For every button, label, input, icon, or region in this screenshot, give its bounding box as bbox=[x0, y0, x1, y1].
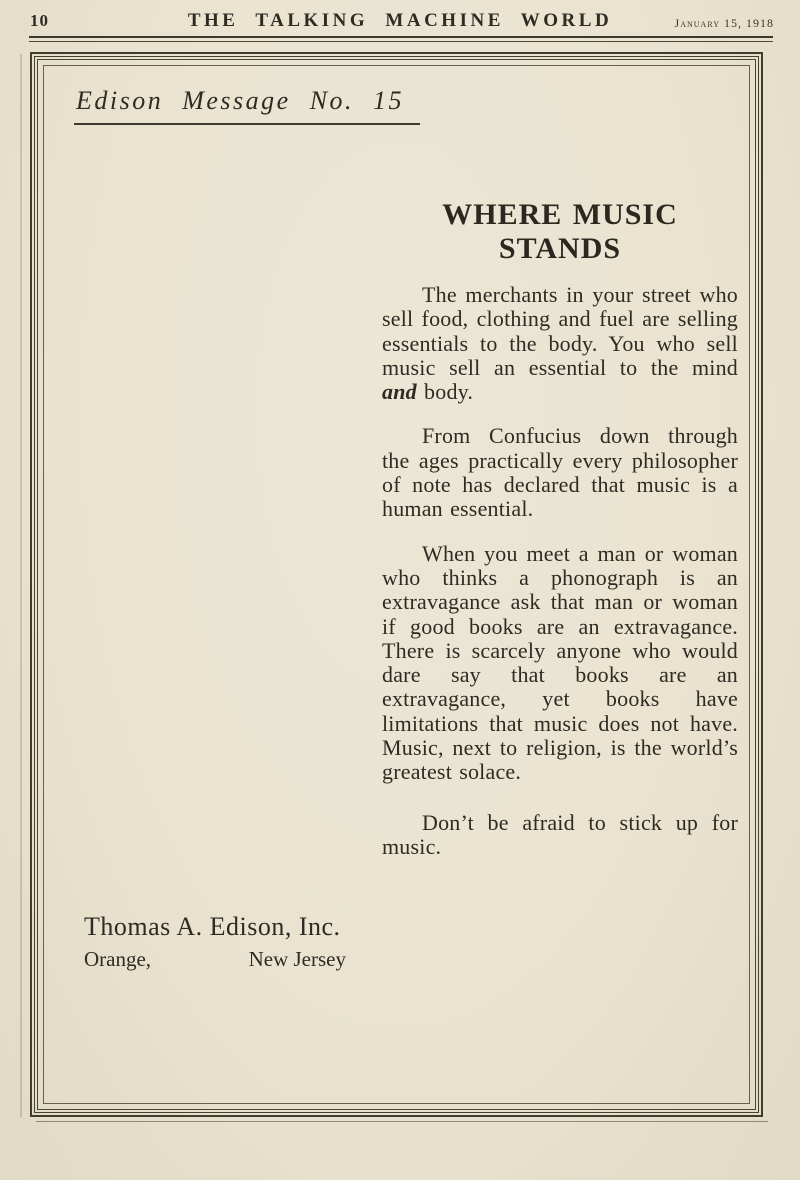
ad-frame-rule-4 bbox=[43, 65, 750, 1104]
ad-paragraph-3: When you meet a man or woman who thinks a phonograph is an extravagance ask that man or woman if good books are an extravagance. There is scarcely anyone who would dare say that books are an extravagance, yet books have limitations that music does not have. Music, next to religion, is the world’s greatest solace. bbox=[382, 540, 738, 785]
ad-frame-rule-2 bbox=[34, 56, 759, 1113]
masthead-double-rule bbox=[29, 36, 773, 42]
publication-title: THE TALKING MACHINE WORLD bbox=[187, 10, 613, 31]
company-address bbox=[84, 947, 350, 972]
company-city: Orange, bbox=[84, 947, 152, 971]
paragraph-1-text-end: body. bbox=[416, 379, 474, 405]
emphasized-word-and: and bbox=[382, 379, 417, 405]
issue-date: January 15, 1918 bbox=[674, 16, 774, 30]
masthead bbox=[0, 0, 800, 50]
series-label: Edison Message No. 15 bbox=[74, 86, 420, 125]
frame-bottom-shadow bbox=[36, 1121, 768, 1122]
paragraph-1-text: The merchants in your street who sell food, clothing and fuel are selling essentials to the body. You who sell music sell an essential to the mind bbox=[382, 282, 738, 380]
ad-paragraph-1 bbox=[382, 283, 738, 404]
ad-content-area bbox=[44, 66, 749, 1103]
ad-paragraph-4: Don’t be afraid to stick up for music. bbox=[382, 809, 738, 859]
advertiser-signature bbox=[84, 912, 350, 972]
ad-paragraph-2: From Confucius down through the ages practically every philosopher of note has declared that music is a human essential. bbox=[382, 423, 738, 522]
ad-headline: WHERE MUSIC STANDS bbox=[442, 198, 678, 265]
company-state: New Jersey bbox=[248, 947, 346, 971]
ad-body-column bbox=[382, 198, 738, 859]
ad-frame-rule-3 bbox=[37, 59, 756, 1110]
page-number: 10 bbox=[30, 11, 49, 30]
ad-frame bbox=[30, 52, 763, 1117]
company-name: Thomas A. Edison, Inc. bbox=[84, 912, 341, 941]
page-gutter-shadow bbox=[20, 54, 22, 1117]
